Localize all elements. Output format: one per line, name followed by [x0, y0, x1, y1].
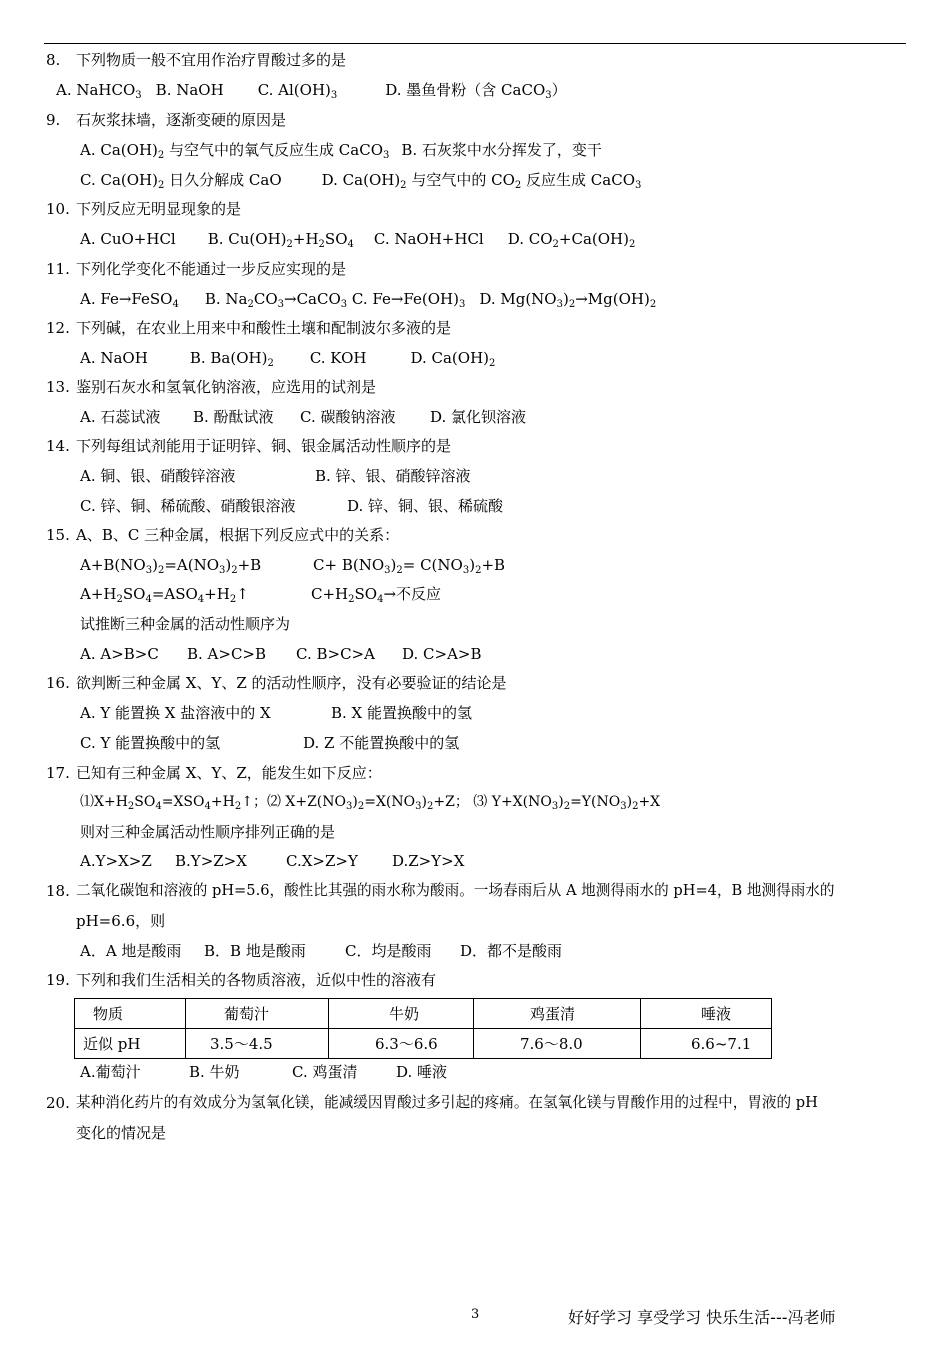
question-number: 9.	[46, 111, 61, 129]
question-ask: 则对三种金属活动性顺序排列正确的是	[80, 823, 336, 841]
table-cell: 7.6～8.0	[474, 1029, 641, 1059]
question-number: 20.	[46, 1094, 70, 1112]
options-row: A. $Ca(OH)_2$ 与空气中的氧气反应生成 CaCO$_3$ B. 石灰浆中水分挥发了，变干	[80, 141, 602, 161]
question-stem: 某种消化药片的有效成分为氢氧化镁，能减缓因胃酸过多引起的疼痛。在氢氧化镁与胃酸作用的过程中，胃液的 pH	[76, 1094, 818, 1111]
options-row: A. Fe→FeSO$_4$ B. $Na_2CO_3\to CaCO_3$ C. $Fe\to Fe(OH)_3$ D. $Mg(NO_3)_2\to Mg(OH)_2$	[80, 290, 657, 310]
table-header-row	[75, 999, 772, 1029]
question-stem-cont: pH=6.6，则	[76, 912, 166, 930]
option-b: B．B 地是酸雨	[204, 942, 306, 960]
table-row	[75, 1029, 772, 1059]
option-c: C. 碳酸钠溶液	[300, 408, 396, 426]
ph-table	[74, 998, 772, 1059]
option-b: B. 酚酞试液	[193, 408, 274, 426]
option-b: B. 石灰浆中水分挥发了，变干	[401, 141, 602, 159]
reaction-4: $C+H_2SO_4\to$不反应	[311, 585, 442, 605]
option-d: D. Z 不能置换酸中的氢	[303, 734, 460, 752]
header-rule	[44, 43, 906, 44]
table-cell: 3.5～4.5	[186, 1029, 329, 1059]
table-cell: 6.6~7.1	[641, 1029, 772, 1059]
options-row: A. NaHCO$_3$ B. NaOH C. $Al(OH)_3$ D. 墨鱼骨粉（含 CaCO$_3$）	[56, 81, 567, 101]
option-a: A.葡萄汁	[80, 1063, 141, 1081]
question-number: 10.	[46, 200, 70, 218]
option-a: A．A 地是酸雨	[80, 942, 182, 960]
question-number: 11.	[46, 260, 70, 278]
question-stem: 下列反应无明显现象的是	[76, 200, 242, 218]
option-c: C．均是酸雨	[345, 942, 432, 960]
option-b: B. 锌、银、硝酸锌溶液	[315, 467, 471, 485]
question-stem: A、B、C 三种金属，根据下列反应式中的关系：	[76, 526, 400, 544]
question-stem: 下列每组试剂能用于证明锌、铜、银金属活动性顺序的是	[76, 437, 452, 455]
table-header: 物质	[75, 999, 186, 1029]
option-b: B.Y>Z>X	[175, 852, 247, 870]
question-number: 16.	[46, 674, 70, 692]
option-d: D．都不是酸雨	[460, 942, 563, 960]
table-header: 鸡蛋清	[474, 999, 641, 1029]
option-a: A. Y 能置换 X 盐溶液中的 X	[80, 704, 271, 722]
options-row: A. CuO+HCl B. $Cu(OH)_2+H_2SO_4$ C. NaOH+HCl D. $CO_2+Ca(OH)_2$	[80, 230, 636, 250]
question-stem: 已知有三种金属 X、Y、Z，能发生如下反应：	[76, 764, 382, 782]
option-d: D. 锌、铜、银、稀硫酸	[347, 497, 504, 515]
option-d: D. 墨鱼骨粉（含 CaCO	[385, 81, 546, 99]
option-a: A. 石蕊试液	[80, 408, 161, 426]
question-stem: 石灰浆抹墙，逐渐变硬的原因是	[76, 111, 287, 129]
question-number: 14.	[46, 437, 70, 455]
reaction-3: $A+H_2SO_4=ASO_4+H_2↑$	[80, 585, 249, 605]
option-c: C. 鸡蛋清	[292, 1063, 358, 1081]
option-d: D. 唾液	[396, 1063, 448, 1081]
question-number: 13.	[46, 378, 70, 396]
reaction-1: $A+B(NO_3)_2=A(NO_3)_2+B$	[80, 556, 262, 576]
table-cell: 6.3～6.6	[329, 1029, 474, 1059]
question-stem: 二氧化碳饱和溶液的 pH=5.6，酸性比其强的雨水称为酸雨。一场春雨后从 A 地测得雨水的 pH=4，B 地测得雨水的	[76, 882, 835, 899]
question-number: 15.	[46, 526, 70, 544]
option-d: D.Z>Y>X	[392, 852, 465, 870]
table-header: 葡萄汁	[186, 999, 329, 1029]
question-number: 19.	[46, 971, 70, 989]
question-ask: 试推断三种金属的活动性顺序为	[80, 615, 291, 633]
question-stem: 鉴别石灰水和氢氧化钠溶液，应选用的试剂是	[76, 378, 377, 396]
options-row: A. NaOH B. $Ba(OH)_2$ C. KOH D. $Ca(OH)_2$	[80, 349, 496, 369]
question-stem: 下列碱，在农业上用来中和酸性土壤和配制波尔多液的是	[76, 319, 452, 337]
option-d: D. C>A>B	[402, 645, 482, 663]
table-cell: 近似 pH	[75, 1029, 186, 1059]
footer-slogan: 好好学习 享受学习 快乐生活---冯老师	[568, 1308, 836, 1327]
question-stem: 下列物质一般不宜用作治疗胃酸过多的是	[76, 51, 347, 69]
option-a: A.Y>X>Z	[80, 852, 152, 870]
option-c: C.X>Z>Y	[286, 852, 358, 870]
option-a: A. 铜、银、硝酸锌溶液	[80, 467, 236, 485]
question-number: 18.	[46, 882, 70, 900]
options-row: C. $Ca(OH)_2$ 日久分解成 CaO D. $Ca(OH)_2$ 与空气中的 $CO_2$ 反应生成 CaCO$_3$	[80, 171, 642, 191]
question-stem-cont: 变化的情况是	[76, 1124, 167, 1142]
option-d: D. 氯化钡溶液	[430, 408, 527, 426]
option-b: B. 牛奶	[189, 1063, 240, 1081]
question-number: 8.	[46, 51, 61, 69]
reactions-row: $⑴X+H_2SO_4=XSO_4+H_2↑$；⑵ $X+Z(NO_3)_2=X(NO_3)_2+Z$； ⑶ $Y+X(NO_3)_2=Y(NO_3)_2+X$	[80, 794, 661, 812]
table-header: 唾液	[641, 999, 772, 1029]
question-number: 17.	[46, 764, 70, 782]
option-c: C. 锌、铜、稀硫酸、硝酸银溶液	[80, 497, 296, 515]
page-number: 3	[471, 1307, 480, 1322]
table-header: 牛奶	[329, 999, 474, 1029]
question-stem: 下列化学变化不能通过一步反应实现的是	[76, 260, 347, 278]
option-b: B. X 能置换酸中的氢	[331, 704, 473, 722]
option-c: C. B>C>A	[296, 645, 375, 663]
question-stem: 下列和我们生活相关的各物质溶液，近似中性的溶液有	[76, 971, 437, 989]
option-a: A. A>B>C	[80, 645, 159, 663]
question-stem: 欲判断三种金属 X、Y、Z 的活动性顺序，没有必要验证的结论是	[76, 674, 507, 692]
option-b: B. A>C>B	[187, 645, 267, 663]
reaction-2: $C+ B(NO_3)_2= C(NO_3)_2+B$	[313, 556, 506, 576]
option-c: C. Y 能置换酸中的氢	[80, 734, 221, 752]
question-number: 12.	[46, 319, 70, 337]
